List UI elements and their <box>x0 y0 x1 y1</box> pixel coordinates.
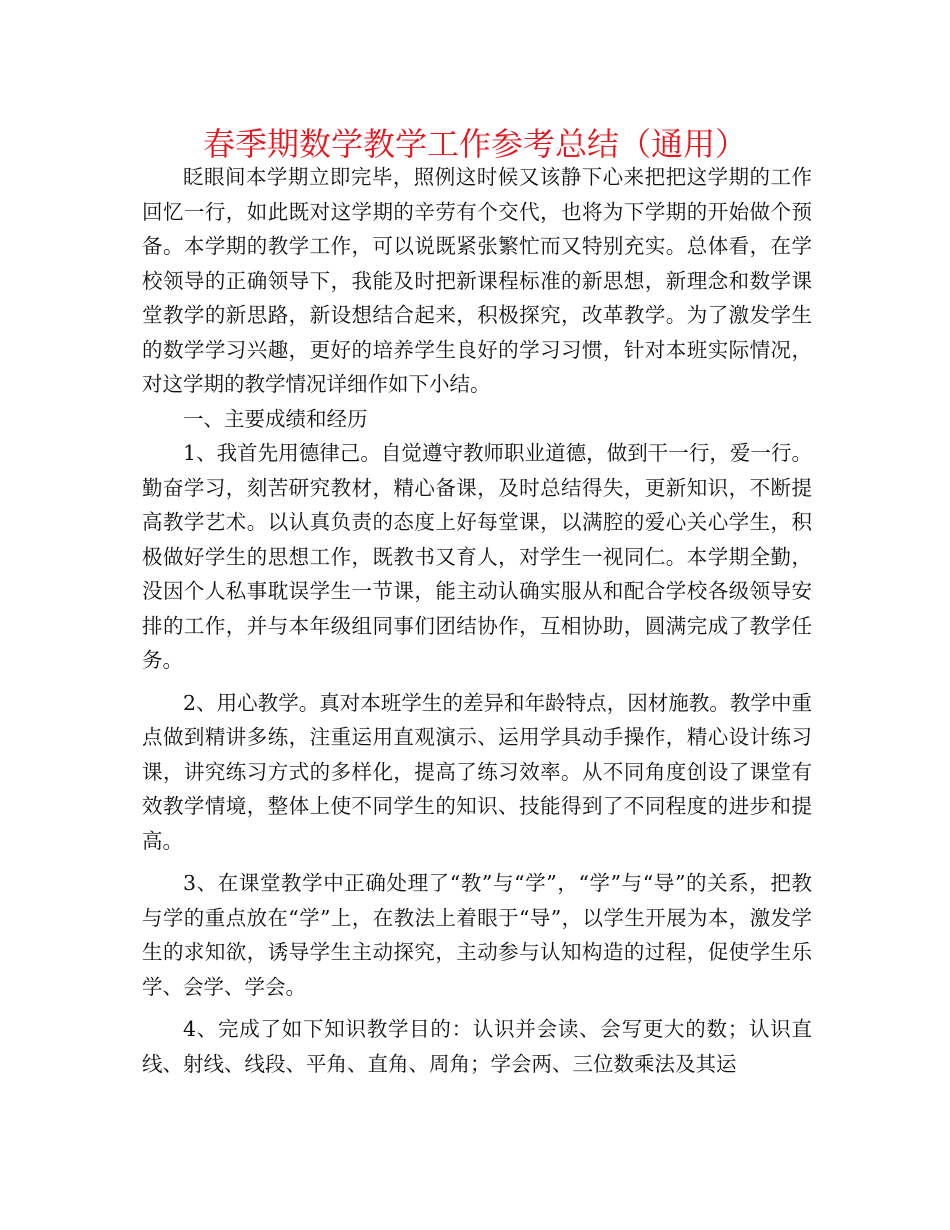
paragraph-intro: 眨眼间本学期立即完毕，照例这时候又该静下心来把把这学期的工作回忆一行，如此既对这学期的辛劳有个交代，也将为下学期的开始做个预备。本学期的教学工作，可以说既紧张繁忙而又特别充实。总体看，在学校领导的正确领导下，我能及时把新课程标准的新思想，新理念和数学课堂教学的新思路，新设想结合起来，积极探究，改革教学。为了激发学生的数学学习兴趣，更好的培养学生良好的学习习惯，针对本班实际情况，对这学期的教学情况详细作如下小结。 <box>142 165 812 396</box>
paragraph-point-4: 4、完成了如下知识教学目的：认识并会读、会写更大的数；认识直线、射线、线段、平角、直角、周角；学会两、三位数乘法及其运 <box>142 1017 812 1076</box>
paragraph-point-2: 2、用心教学。真对本班学生的差异和年龄特点，因材施教。教学中重点做到精讲多练，注重运用直观演示、运用学具动手操作，精心设计练习课，讲究练习方式的多样化，提高了练习效率。从不同角度创设了课堂有效教学情境，整体上使不同学生的知识、技能得到了不同程度的进步和提高。 <box>142 690 812 853</box>
document-body <box>142 160 812 1081</box>
section-heading-achievements: 一、主要成绩和经历 <box>183 406 368 431</box>
document-title: 春季期数学教学工作参考总结（通用） <box>202 125 747 163</box>
paragraph-point-3: 3、在课堂教学中正确处理了“教”与“学”，“学”与“导”的关系，把教与学的重点放在“学”上，在教法上着眼于“导”，以学生开展为本，激发学生的求知欲，诱导学生主动探究，主动参与认知构造的过程，促使学生乐学、会学、学会。 <box>142 871 812 999</box>
paragraph-point-1: 1、我首先用德律己。自觉遵守教师职业道德，做到干一行，爱一行。勤奋学习，刻苦研究教材，精心备课，及时总结得失，更新知识，不断提高教学艺术。以认真负责的态度上好每堂课，以满腔的爱心关心学生，积极做好学生的思想工作，既教书又育人，对学生一视同仁。本学期全勤，没因个人私事耽误学生一节课，能主动认确实服从和配合学校各级领导安排的工作，并与本年级组同事们团结协作，互相协助，圆满完成了教学任务。 <box>142 441 812 672</box>
